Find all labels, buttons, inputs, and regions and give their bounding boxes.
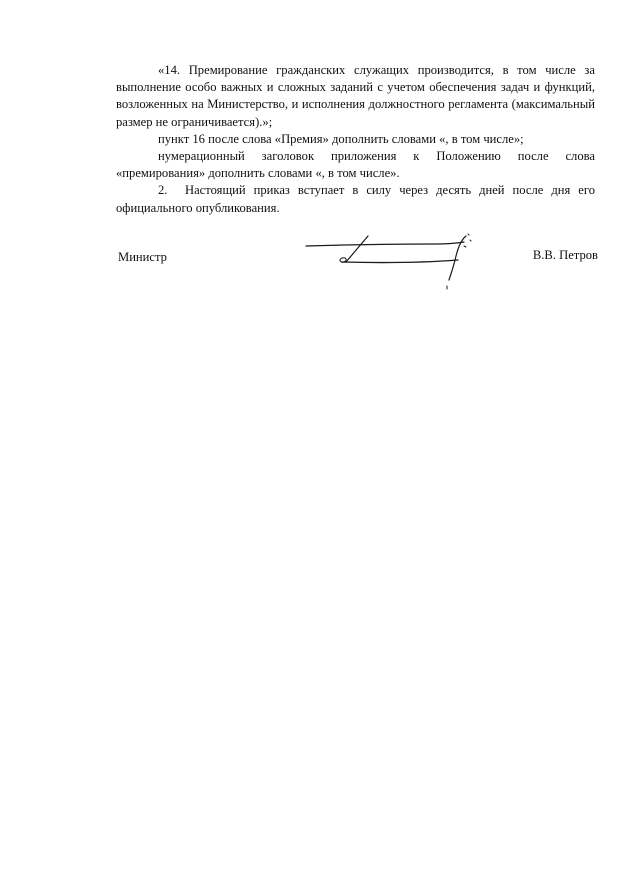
- paragraph-appendix-heading: нумерационный заголовок приложения к Положению после слова «премирования» дополнить словами «, в том числе».: [116, 149, 595, 181]
- document-body: [116, 62, 595, 217]
- item-number: 2.: [158, 183, 168, 198]
- item-text: Настоящий приказ вступает в силу через десять дней после дня его официального опубликования.: [116, 183, 595, 215]
- handwritten-signature: [298, 230, 488, 292]
- paragraph-point-16: пункт 16 после слова «Премия» дополнить словами «, в том числе»;: [158, 131, 524, 146]
- paragraph-item-2: [116, 182, 595, 216]
- signatory-name: В.В. Петров: [532, 248, 598, 262]
- signatory-title: Министр: [118, 250, 167, 264]
- paragraph-point-14: «14. Премирование гражданских служащих производится, в том числе за выполнение особо важных и сложных заданий с учетом обеспечения задач и функций, возложенных на Министерство, и исполнения должностного регламента (максимальный размер не ограничивается).»;: [116, 63, 595, 129]
